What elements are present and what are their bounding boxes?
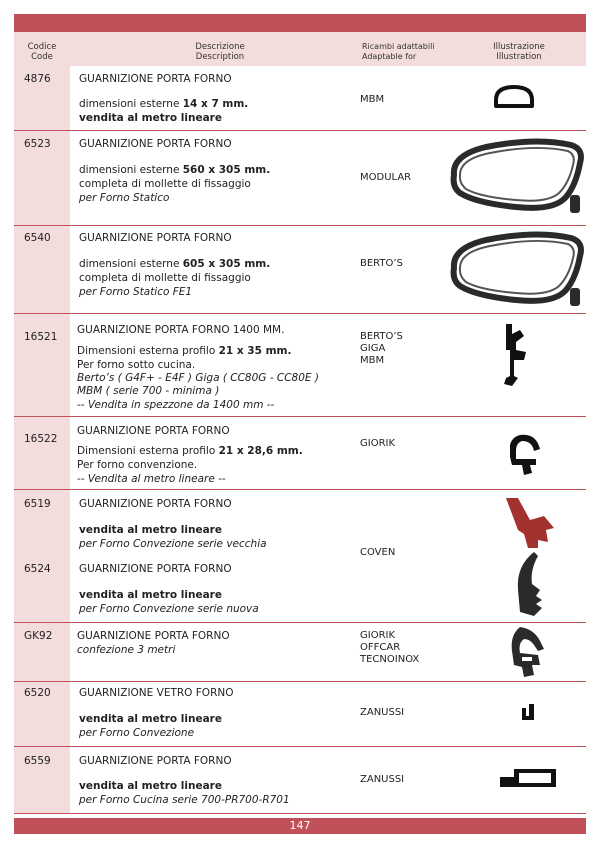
seal-profile-icon: [492, 84, 536, 114]
product-dimensions: dimensioni esterne 14 x 7 mm.: [79, 98, 249, 110]
product-title: GUARNIZIONE PORTA FORNO: [79, 232, 232, 244]
product-title: GUARNIZIONE PORTA FORNO: [79, 73, 232, 85]
gasket-loop-icon: [446, 228, 586, 314]
product-title: GUARNIZIONE PORTA FORNO: [79, 138, 232, 150]
adaptable-brands: MBM: [360, 94, 385, 105]
adaptable-brands: BERTO’S: [360, 258, 403, 269]
adaptable-brands: ZANUSSI: [360, 774, 405, 785]
product-sale-info: vendita al metro lineare: [79, 713, 222, 725]
glass-seal-profile-icon: [520, 702, 536, 726]
product-title: GUARNIZIONE PORTA FORNO: [79, 755, 232, 767]
product-usage: per Forno Convezione: [79, 727, 195, 739]
product-code-2: 6524: [24, 563, 51, 575]
product-title: GUARNIZIONE PORTA FORNO: [77, 425, 230, 437]
product-sale-info: -- Vendita in spezzone da 1400 mm --: [77, 399, 275, 411]
product-sale-info: vendita al metro lineare: [79, 524, 222, 536]
product-code: 4876: [24, 73, 51, 85]
table-row: [14, 623, 586, 682]
product-title-2: GUARNIZIONE PORTA FORNO: [79, 563, 232, 575]
table-row: [14, 682, 586, 747]
table-row: [14, 66, 586, 131]
product-title: GUARNIZIONE PORTA FORNO: [77, 630, 230, 642]
adaptable-brands: MODULAR: [360, 172, 412, 183]
product-sale-info-2: vendita al metro lineare: [79, 589, 222, 601]
product-dimensions: Dimensioni esterna profilo 21 x 35 mm.: [77, 345, 292, 357]
product-code: 16521: [24, 331, 58, 343]
product-usage-2: per Forno Convezione serie nuova: [79, 603, 259, 615]
table-row: [14, 314, 586, 417]
product-models: Berto’s ( G4F+ - E4F ) Giga ( CC80G - CC80E ): [77, 372, 319, 384]
product-detail: completa di mollette di fissaggio: [79, 272, 251, 284]
product-code: 6559: [24, 755, 51, 767]
seal-profile-icon: [498, 765, 558, 795]
table-row: [14, 747, 586, 814]
table-row: [14, 131, 586, 226]
header-illustration: Illustrazione Illustration: [493, 42, 545, 62]
table-row: [14, 417, 586, 490]
product-code: 6520: [24, 687, 51, 699]
table-row: [14, 226, 586, 314]
product-code: 6523: [24, 138, 51, 150]
adaptable-brands: ZANUSSI: [360, 707, 405, 718]
adaptable-brands: GIORIK OFFCAR TECNOINOX: [360, 630, 420, 665]
product-detail: Per forno convenzione.: [77, 459, 198, 471]
header-description: Descrizione Description: [195, 42, 245, 62]
footer-bar: [14, 818, 586, 834]
product-code: 6519: [24, 498, 51, 510]
product-models-2: MBM ( serie 700 - minima ): [77, 385, 220, 397]
product-code: GK92: [24, 630, 53, 642]
product-code: 6540: [24, 232, 51, 244]
product-usage: per Forno Cucina serie 700-PR700-R701: [79, 794, 290, 806]
product-detail: Per forno sotto cucina.: [77, 359, 196, 371]
table-row: [14, 490, 586, 623]
code-column: [14, 417, 70, 490]
product-usage: per Forno Convezione serie vecchia: [79, 538, 267, 550]
seal-profile-icon: [510, 550, 550, 622]
product-dimensions: dimensioni esterne 605 x 305 mm.: [79, 258, 271, 270]
header-code: Codice Code: [27, 42, 57, 62]
seal-profile-icon: [498, 320, 534, 394]
product-dimensions: Dimensioni esterna profilo 21 x 28,6 mm.: [77, 445, 303, 457]
product-title: GUARNIZIONE PORTA FORNO: [79, 498, 232, 510]
product-code: 16522: [24, 433, 58, 445]
product-sale-info: confezione 3 metri: [77, 644, 176, 656]
table-header: [14, 32, 586, 66]
red-seal-profile-icon: [498, 494, 558, 554]
product-title: GUARNIZIONE VETRO FORNO: [79, 687, 234, 699]
product-usage: per Forno Statico: [79, 192, 170, 204]
top-bar: [14, 14, 586, 32]
seal-profile-icon: [506, 431, 546, 481]
header-adaptable: Ricambi adattabili Adaptable for: [362, 42, 435, 61]
product-detail: completa di mollette di fissaggio: [79, 178, 251, 190]
product-usage: per Forno Statico FE1: [79, 286, 193, 298]
product-title: GUARNIZIONE PORTA FORNO 1400 MM.: [77, 324, 285, 336]
gasket-loop-icon: [446, 135, 586, 221]
product-dimensions: dimensioni esterne 560 x 305 mm.: [79, 164, 271, 176]
product-sale-info: -- Vendita al metro lineare --: [77, 473, 226, 485]
page-number: 147: [289, 819, 311, 832]
adaptable-brands: GIORIK: [360, 438, 396, 449]
product-sale-info: vendita al metro lineare: [79, 112, 222, 124]
code-column: [14, 314, 70, 417]
adaptable-brands: COVEN: [360, 547, 396, 558]
product-sale-info: vendita al metro lineare: [79, 780, 222, 792]
adaptable-brands: BERTO’S GIGA MBM: [360, 331, 403, 366]
seal-profile-icon: [508, 625, 548, 683]
